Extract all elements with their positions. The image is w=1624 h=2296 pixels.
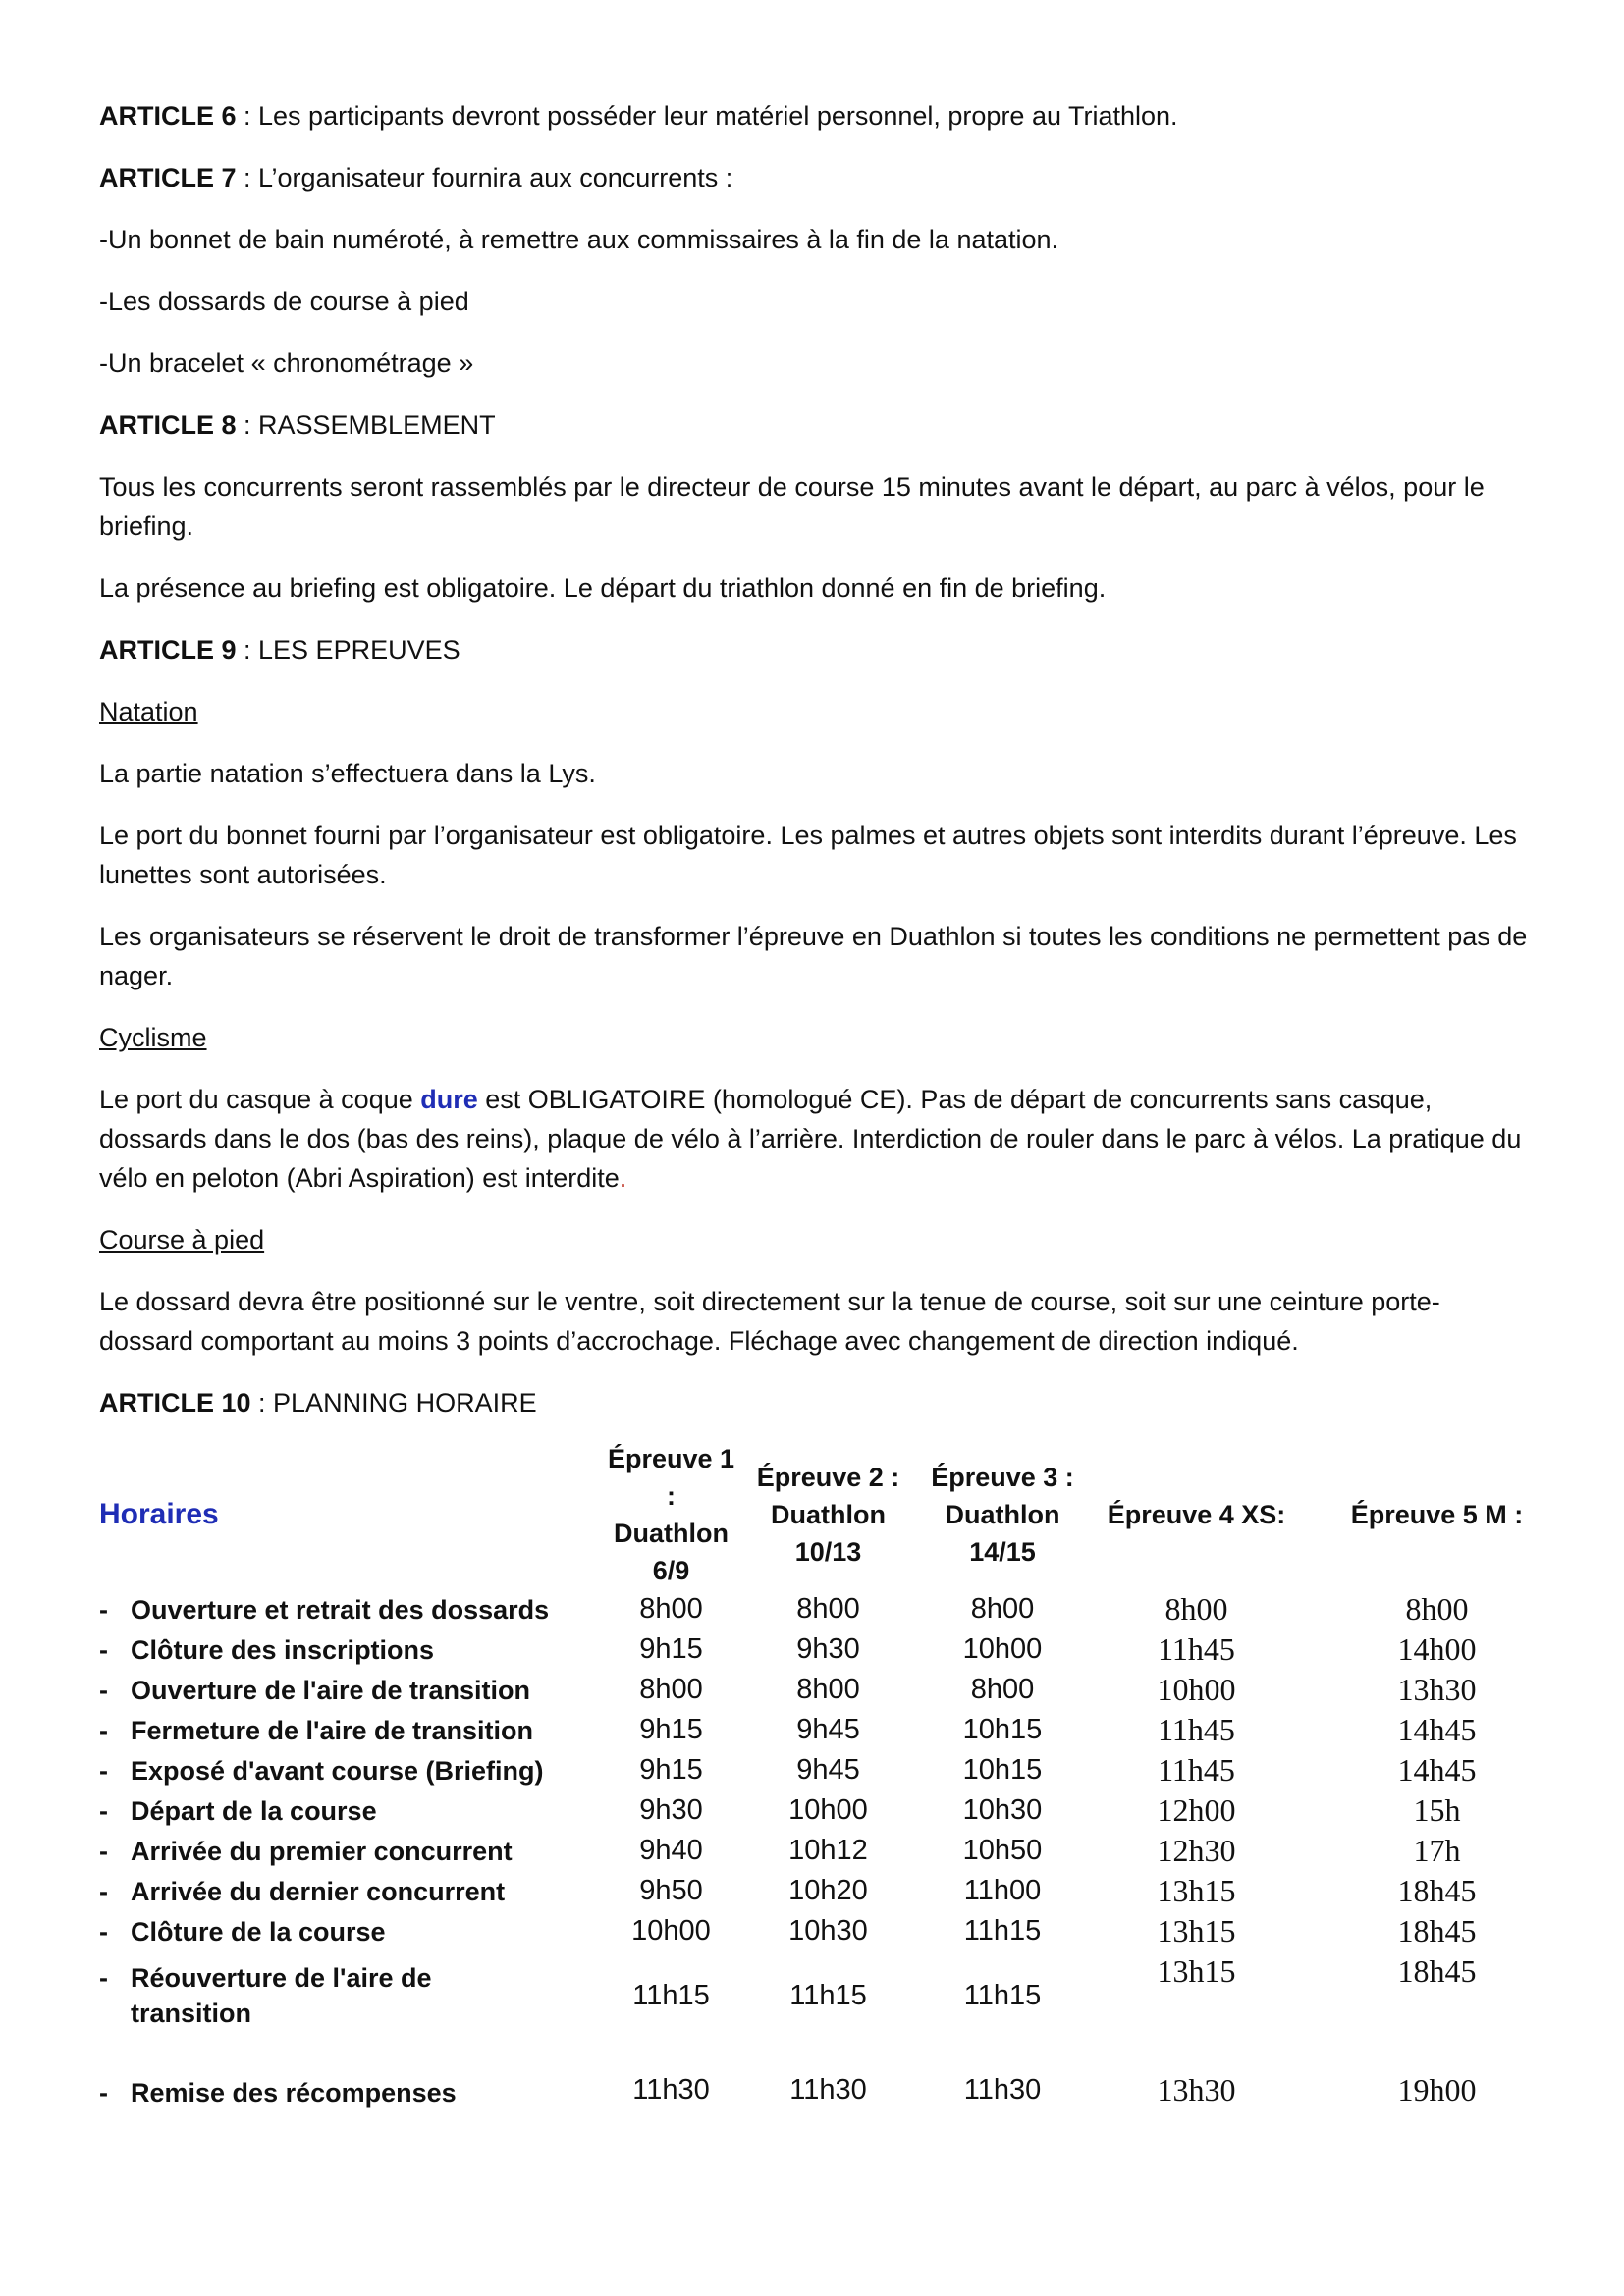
table-cell: 9h45 <box>796 1714 860 1745</box>
table-cell: 10h30 <box>788 1915 868 1947</box>
document-page <box>99 96 1533 2110</box>
course-a-pied-paragraph: Le dossard devra être positionné sur le ventre, soit directement sur la tenue de course, soit sur une ceinture porte-dossard comportant au moins 3 points d’accrochage. Fléchage avec changement de direction indiqué. <box>99 1287 1440 1356</box>
table-row <box>99 1710 1572 1750</box>
course-a-pied-heading: Course à pied <box>99 1225 265 1255</box>
table-cell: 8h00 <box>970 1674 1035 1705</box>
row-label: - Clôture de la course <box>99 1916 386 1947</box>
table-row <box>99 1871 1572 1911</box>
table-row <box>99 1951 1572 2040</box>
row-label: - Arrivée du premier concurrent <box>99 1836 513 1866</box>
table-cell: 10h20 <box>788 1875 868 1906</box>
table-cell: 9h50 <box>639 1875 703 1906</box>
planning-table <box>99 1440 1572 2110</box>
row-label: - Départ de la course <box>99 1795 377 1826</box>
table-cell: 15h <box>1413 1792 1461 1828</box>
table-cell: 8h00 <box>639 1593 703 1625</box>
table-cell: 12h30 <box>1157 1833 1236 1868</box>
article-9: ARTICLE 9 : LES EPREUVES <box>99 635 460 665</box>
table-cell: 10h12 <box>788 1835 868 1866</box>
table-cell: 11h30 <box>963 2074 1042 2106</box>
table-cell: 8h00 <box>1164 1591 1228 1627</box>
table-cell: 10h00 <box>1157 1672 1236 1707</box>
table-cell: 10h15 <box>962 1714 1043 1745</box>
table-cell: 18h45 <box>1397 1953 1477 1989</box>
table-cell: 11h15 <box>963 1979 1042 2011</box>
table-cell: 13h15 <box>1157 1953 1236 1989</box>
table-cell: 13h30 <box>1397 1672 1477 1707</box>
table-row <box>99 1670 1572 1710</box>
table-cell: 19h00 <box>1397 2072 1477 2108</box>
epreuve-5-header: Épreuve 5 M : <box>1350 1500 1524 1529</box>
article-8-paragraph: La présence au briefing est obligatoire. Le départ du triathlon donné en fin de briefing. <box>99 573 1107 603</box>
table-cell: 13h15 <box>1157 1913 1236 1949</box>
table-cell: 8h00 <box>796 1593 860 1625</box>
article-7: ARTICLE 7 : L’organisateur fournira aux concurrents : <box>99 163 733 192</box>
table-cell: 13h15 <box>1157 1873 1236 1908</box>
table-cell: 11h45 <box>1158 1712 1235 1747</box>
table-cell: 9h40 <box>639 1835 703 1866</box>
cyclisme-paragraph: Le port du casque à coque dure est OBLIGATOIRE (homologué CE). Pas de départ de concurrents sans casque, dossards dans le dos (bas des reins), plaque de vélo à l’arrière. Interdiction de rouler dans le parc à vélos. La pratique du vélo en peloton (Abri Aspiration) est interdite. <box>99 1085 1522 1193</box>
natation-heading: Natation <box>99 697 198 726</box>
article-8-paragraph: Tous les concurrents seront rassemblés par le directeur de course 15 minutes avant le départ, au parc à vélos, pour le briefing. <box>99 472 1485 541</box>
table-row <box>99 1589 1572 1629</box>
table-row <box>99 1750 1572 1790</box>
table-cell: 11h15 <box>632 1979 710 2011</box>
table-cell: 17h <box>1413 1833 1461 1868</box>
epreuve-1-header: Épreuve 1 : Duathlon 6/9 <box>607 1444 735 1585</box>
table-cell: 9h45 <box>796 1754 860 1786</box>
epreuve-2-header: Épreuve 2 : Duathlon 10/13 <box>756 1463 900 1567</box>
table-cell: 10h30 <box>962 1794 1043 1826</box>
table-cell: 8h00 <box>796 1674 860 1705</box>
table-cell: 18h45 <box>1397 1873 1477 1908</box>
table-row <box>99 1911 1572 1951</box>
table-cell: 14h45 <box>1397 1712 1477 1747</box>
row-label: - Réouverture de l'aire de transition <box>99 1963 432 2028</box>
table-row <box>99 1831 1572 1871</box>
article-10: ARTICLE 10 : PLANNING HORAIRE <box>99 1388 537 1417</box>
natation-paragraph: La partie natation s’effectuera dans la Lys. <box>99 759 596 788</box>
table-cell: 11h00 <box>963 1875 1042 1906</box>
table-cell: 18h45 <box>1397 1913 1477 1949</box>
table-cell: 8h00 <box>1405 1591 1469 1627</box>
table-row <box>99 1790 1572 1831</box>
row-label: - Exposé d'avant course (Briefing) <box>99 1755 544 1786</box>
table-cell: 9h15 <box>639 1754 703 1786</box>
natation-paragraph: Le port du bonnet fourni par l’organisateur est obligatoire. Les palmes et autres objets sont interdits durant l’épreuve. Les lunettes sont autorisées. <box>99 821 1517 889</box>
epreuve-3-header: Épreuve 3 : Duathlon 14/15 <box>931 1463 1074 1567</box>
cyclisme-heading: Cyclisme <box>99 1023 207 1052</box>
table-cell: 11h45 <box>1158 1631 1235 1667</box>
table-cell: 9h15 <box>639 1714 703 1745</box>
table-cell: 12h00 <box>1157 1792 1236 1828</box>
article-7-item: -Un bracelet « chronométrage » <box>99 348 474 378</box>
table-cell: 13h30 <box>1157 2072 1236 2108</box>
row-label: - Remise des récompenses <box>99 2078 457 2108</box>
table-row <box>99 2040 1572 2110</box>
article-8: ARTICLE 8 : RASSEMBLEMENT <box>99 410 496 440</box>
row-label: - Ouverture et retrait des dossards <box>99 1594 550 1625</box>
row-label: - Fermeture de l'aire de transition <box>99 1715 534 1745</box>
epreuve-4-header: Épreuve 4 XS: <box>1107 1500 1286 1529</box>
table-cell: 11h30 <box>632 2074 710 2106</box>
table-cell: 10h00 <box>962 1633 1043 1665</box>
table-cell: 14h45 <box>1397 1752 1477 1788</box>
article-7-item: -Les dossards de course à pied <box>99 287 469 316</box>
table-cell: 9h30 <box>796 1633 860 1665</box>
table-cell: 8h00 <box>639 1674 703 1705</box>
table-cell: 11h30 <box>789 2074 867 2106</box>
article-7-item: -Un bonnet de bain numéroté, à remettre aux commissaires à la fin de la natation. <box>99 225 1059 254</box>
table-cell: 11h15 <box>789 1979 867 2011</box>
table-row <box>99 1629 1572 1670</box>
table-cell: 10h50 <box>962 1835 1043 1866</box>
table-header-row <box>99 1440 1572 1589</box>
row-label: - Ouverture de l'aire de transition <box>99 1675 531 1705</box>
article-6: ARTICLE 6 : Les participants devront posséder leur matériel personnel, propre au Triathlon. <box>99 101 1178 131</box>
table-cell: 10h00 <box>631 1915 711 1947</box>
table-cell: 11h45 <box>1158 1752 1235 1788</box>
row-label: - Clôture des inscriptions <box>99 1634 435 1665</box>
table-cell: 10h00 <box>788 1794 868 1826</box>
table-cell: 9h15 <box>639 1633 703 1665</box>
row-label: - Arrivée du dernier concurrent <box>99 1876 506 1906</box>
table-cell: 10h15 <box>962 1754 1043 1786</box>
table-cell: 8h00 <box>970 1593 1035 1625</box>
table-cell: 11h15 <box>963 1915 1042 1947</box>
natation-paragraph: Les organisateurs se réservent le droit de transformer l’épreuve en Duathlon si toutes les conditions ne permettent pas de nager. <box>99 922 1528 990</box>
table-cell: 14h00 <box>1397 1631 1477 1667</box>
table-cell: 9h30 <box>639 1794 703 1826</box>
horaires-header: Horaires <box>99 1498 219 1530</box>
